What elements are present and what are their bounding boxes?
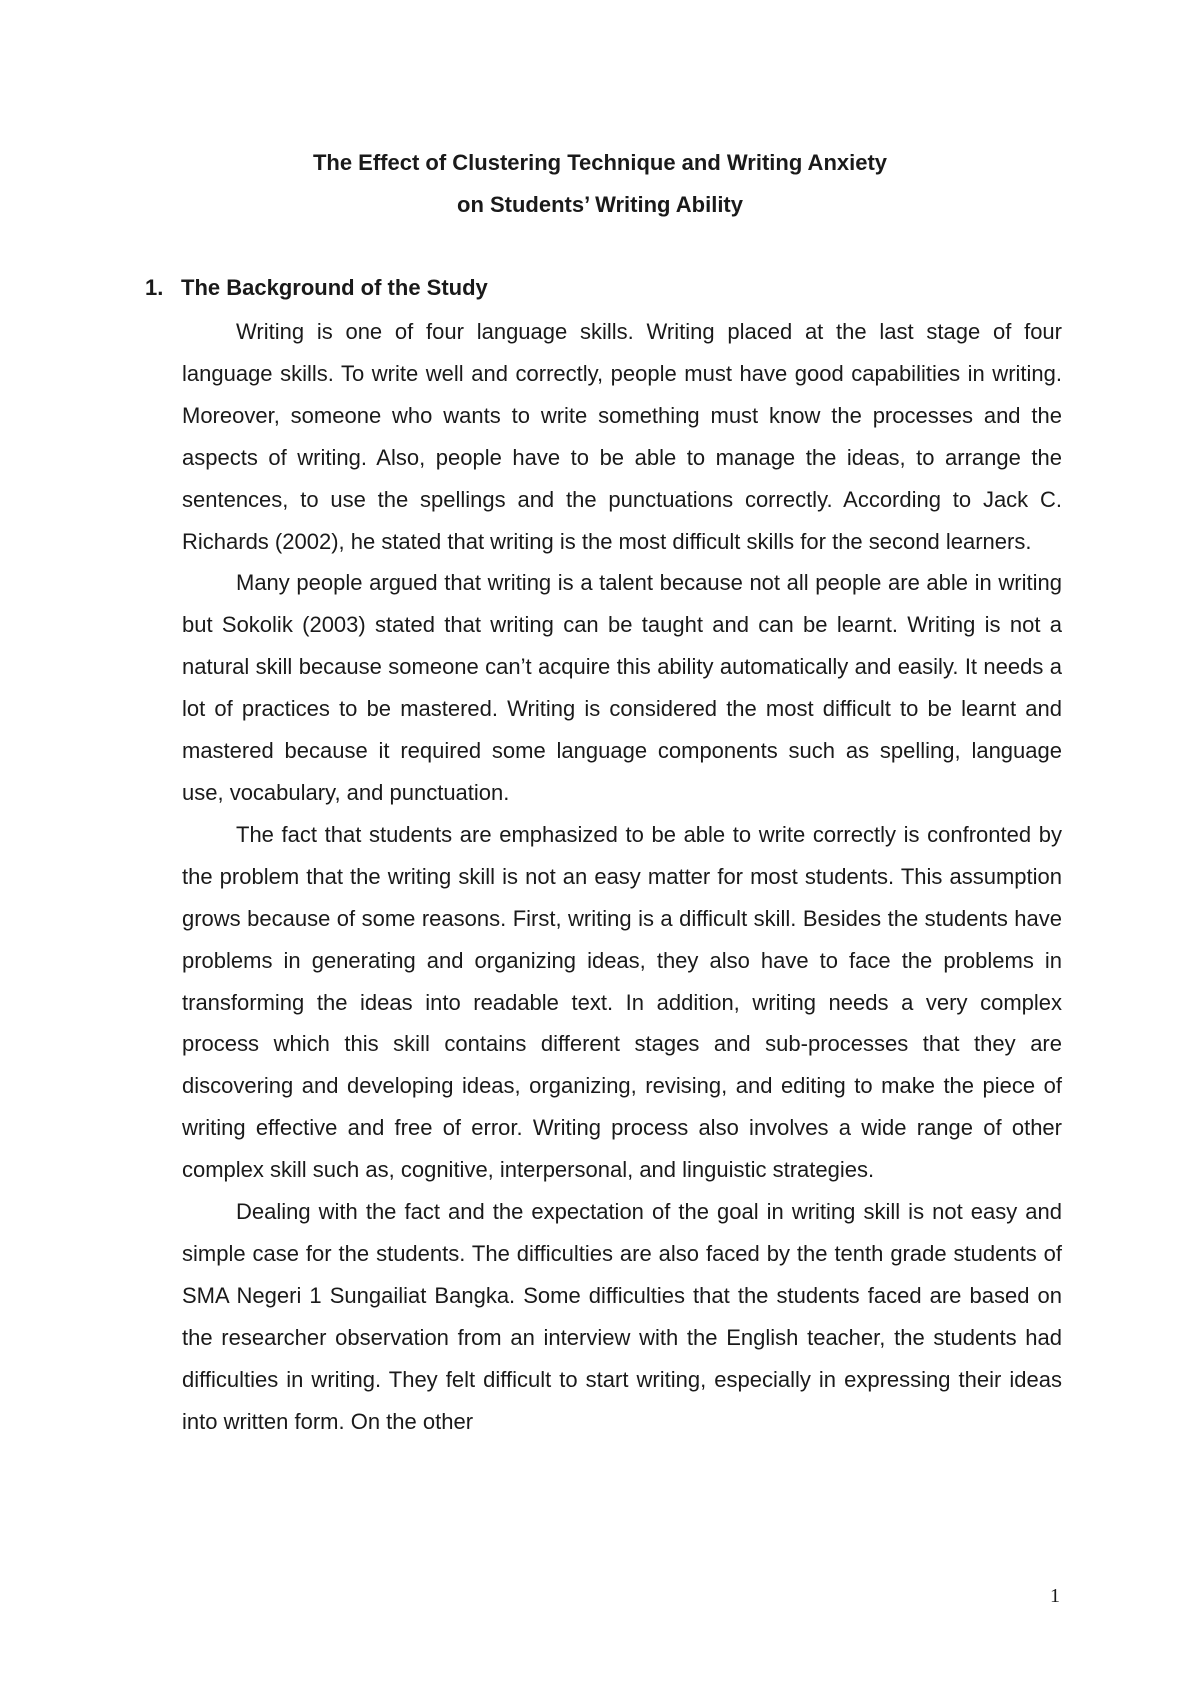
section-heading <box>145 267 488 309</box>
paragraph: The fact that students are emphasized to be able to write correctly is confronted by the problem that the writing skill is not an easy matter for most students. This assumption grows because of some reasons. First, writing is a difficult skill. Besides the students have problems in generating and organizing ideas, they also have to face the problems in transforming the ideas into readable text. In addition, writing needs a very complex process which this skill contains different stages and sub-processes that they are discovering and developing ideas, organizing, revising, and editing to make the piece of writing effective and free of error. Writing process also involves a wide range of other complex skill such as, cognitive, interpersonal, and linguistic strategies. <box>182 821 1062 1183</box>
document-title <box>0 142 1200 226</box>
page-number: 1 <box>1050 1585 1060 1607</box>
title-line-2: on Students’ Writing Ability <box>457 192 743 217</box>
section-number: 1. <box>145 275 164 300</box>
paragraph: Many people argued that writing is a talent because not all people are able in writing but Sokolik (2003) stated that writing can be taught and can be learnt. Writing is not a natural skill because someone can’t acquire this ability automatically and easily. It needs a lot of practices to be mastered. Writing is considered the most difficult to be learnt and mastered because it required some language components such as spelling, language use, vocabulary, and punctuation. <box>182 570 1062 805</box>
paragraph: Dealing with the fact and the expectation of the goal in writing skill is not easy and simple case for the students. The difficulties are also faced by the tenth grade students of SMA Negeri 1 Sungailiat Bangka. Some difficulties that the students faced are based on the researcher observation from an interview with the English teacher, the students had difficulties in writing. They felt difficult to start writing, especially in expressing their ideas into written form. On the other <box>182 1199 1062 1434</box>
paragraph: Writing is one of four language skills. Writing placed at the last stage of four language skills. To write well and correctly, people must have good capabilities in writing. Moreover, someone who wants to write something must know the processes and the aspects of writing. Also, people have to be able to manage the ideas, to arrange the sentences, to use the spellings and the punctuations correctly. According to Jack C. Richards (2002), he stated that writing is the most difficult skills for the second learners. <box>182 319 1062 554</box>
section-body <box>182 311 1062 1442</box>
section-heading-text: The Background of the Study <box>181 275 488 300</box>
title-line-1: The Effect of Clustering Technique and Writing Anxiety <box>312 150 888 175</box>
